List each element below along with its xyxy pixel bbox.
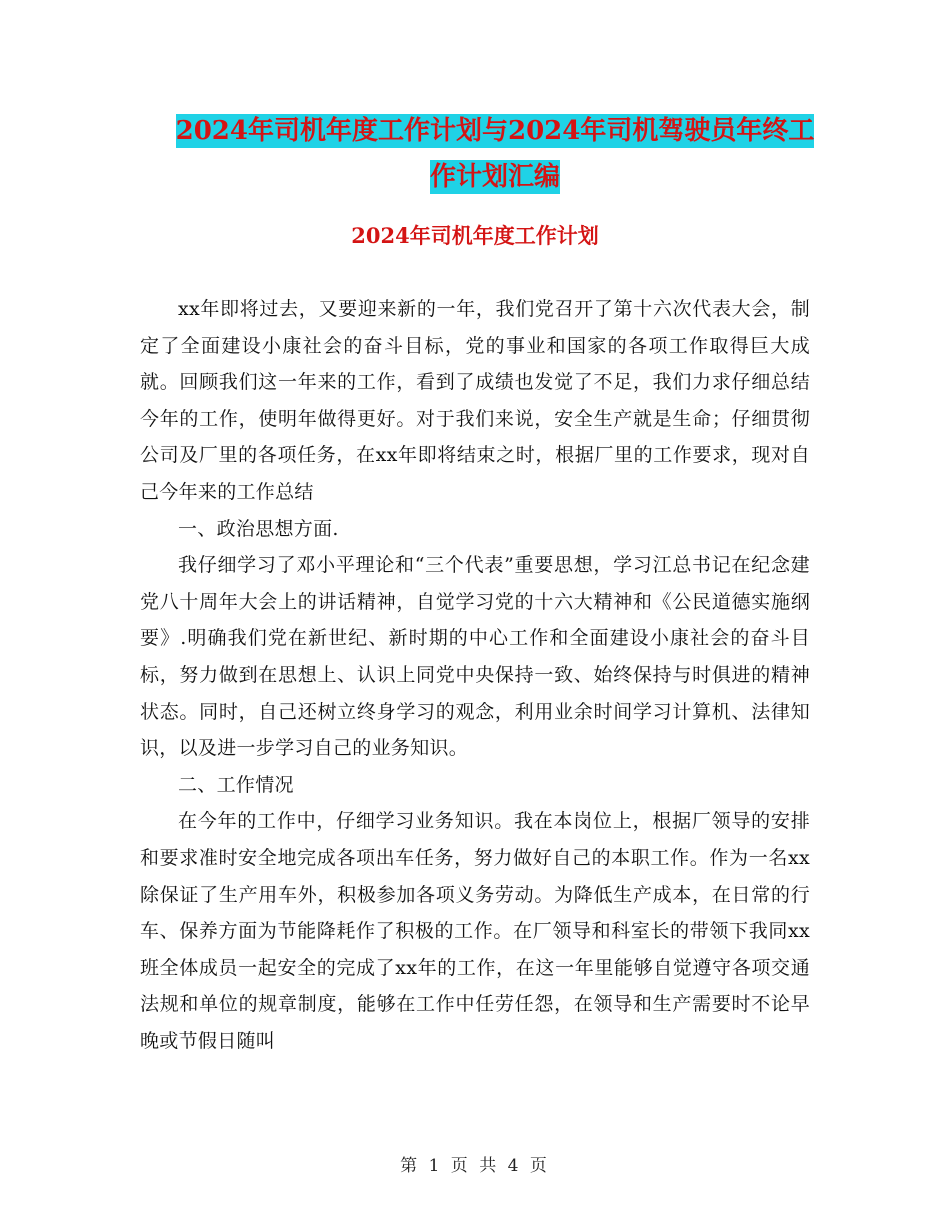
document-title-line-1: 2024年司机年度工作计划与2024年司机驾驶员年终工 [175,116,815,146]
document-title [140,108,850,200]
paragraph-political-thought: 我仔细学习了邓小平理论和“三个代表”重要思想，学习江总书记在纪念建党八十周年大会上的讲话精神，自觉学习党的十六大精神和《公民道德实施纲要》.明确我们党在新世纪、新时期的中心工作和全面建设小康社会的奋斗目标，努力做到在思想上、认识上同党中央保持一致、始终保持与时俱进的精神状态。同时，自己还树立终身学习的观念，利用业余时间学习计算机、法律知识，以及进一步学习自己的业务知识。 [140,554,810,760]
document-body [140,291,810,1059]
document-title-line-2: 作计划汇编 [429,162,560,192]
heading-work-situation: 二、工作情况 [178,773,294,796]
paragraph-work-situation: 在今年的工作中，仔细学习业务知识。我在本岗位上，根据厂领导的安排和要求准时安全地完成各项出车任务，努力做好自己的本职工作。作为一名xx除保证了生产用车外，积极参加各项义务劳动。为降低生产成本，在日常的行车、保养方面为节能降耗作了积极的工作。在厂领导和科室长的带领下我同xx班全体成员一起安全的完成了xx年的工作，在这一年里能够自觉遵守各项交通法规和单位的规章制度，能够在工作中任劳任怨，在领导和生产需要时不论早晚或节假日随叫 [140,810,810,1052]
page-number-footer: 第 1 页 共 4 页 [400,1156,550,1176]
section-title: 2024年司机年度工作计划 [351,223,599,248]
heading-political-thought: 一、政治思想方面. [178,517,339,540]
paragraph-intro: xx年即将过去，又要迎来新的一年，我们党召开了第十六次代表大会，制定了全面建设小康社会的奋斗目标，党的事业和国家的各项工作取得巨大成就。回顾我们这一年来的工作，看到了成绩也发觉了不足，我们力求仔细总结今年的工作，使明年做得更好。对于我们来说，安全生产就是生命；仔细贯彻公司及厂里的各项任务，在xx年即将结束之时，根据厂里的工作要求，现对自己今年来的工作总结 [140,298,810,503]
